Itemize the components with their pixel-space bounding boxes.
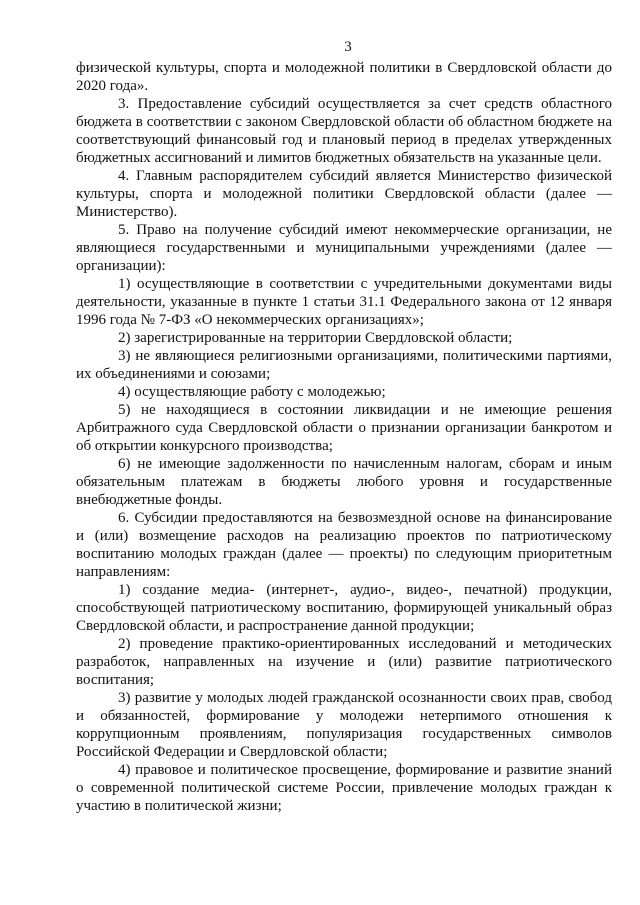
paragraph: 3) развитие у молодых людей гражданской осознанности своих прав, свобод и обязанностей, формирование у молодежи нетерпимого отношения к коррупционным проявлениям, популяризация государственных символов Российской Федерации и Свердловской области; <box>76 690 612 760</box>
paragraph: 4) правовое и политическое просвещение, формирование и развитие знаний о современной политической системе России, привлечение молодых граждан к участию в политической жизни; <box>76 762 612 814</box>
paragraph: 5. Право на получение субсидий имеют некоммерческие организации, не являющиеся государственными и муниципальными учреждениями (далее — организации): <box>76 222 612 274</box>
paragraph: физической культуры, спорта и молодежной политики в Свердловской области до 2020 года». <box>76 60 612 94</box>
paragraph: 6) не имеющие задолженности по начисленным налогам, сборам и иным обязательным платежам в бюджеты любого уровня и государственные внебюджетные фонды. <box>76 456 612 508</box>
paragraph: 4) осуществляющие работу с молодежью; <box>118 384 386 400</box>
paragraph: 2) проведение практико-ориентированных исследований и методических разработок, направленных на изучение и (или) развитие патриотического воспитания; <box>76 636 612 688</box>
paragraph: 3. Предоставление субсидий осуществляется за счет средств областного бюджета в соответствии с законом Свердловской области об областном бюджете на соответствующий финансовый год и плановый период в пределах утвержденных бюджетных ассигнований и лимитов бюджетных обязательств на указанные цели. <box>76 96 612 166</box>
paragraph: 4. Главным распорядителем субсидий является Министерство физической культуры, спорта и молодежной политики Свердловской области (далее — Министерство). <box>76 168 612 220</box>
paragraph: 5) не находящиеся в состоянии ликвидации и не имеющие решения Арбитражного суда Свердловской области о признании организации банкротом и об открытии конкурсного производства; <box>76 402 612 454</box>
paragraph: 3) не являющиеся религиозными организациями, политическими партиями, их объединениями и союзами; <box>76 348 612 382</box>
page-number: 3 <box>344 39 352 55</box>
paragraph: 2) зарегистрированные на территории Свердловской области; <box>118 330 513 346</box>
paragraph: 1) осуществляющие в соответствии с учредительными документами виды деятельности, указанные в пункте 1 статьи 31.1 Федерального закона от 12 января 1996 года № 7-ФЗ «О некоммерческих организациях»; <box>76 276 612 328</box>
paragraph: 1) создание медиа- (интернет-, аудио-, видео-, печатной) продукции, способствующей патриотическому воспитанию, формирующей уникальный образ Свердловской области, и распространение данной продукции; <box>76 582 612 634</box>
paragraph: 6. Субсидии предоставляются на безвозмездной основе на финансирование и (или) возмещение расходов на реализацию проектов по патриотическому воспитанию молодых граждан (далее — проекты) по следующим приоритетным направлениям: <box>76 510 612 580</box>
document-body <box>76 59 612 815</box>
